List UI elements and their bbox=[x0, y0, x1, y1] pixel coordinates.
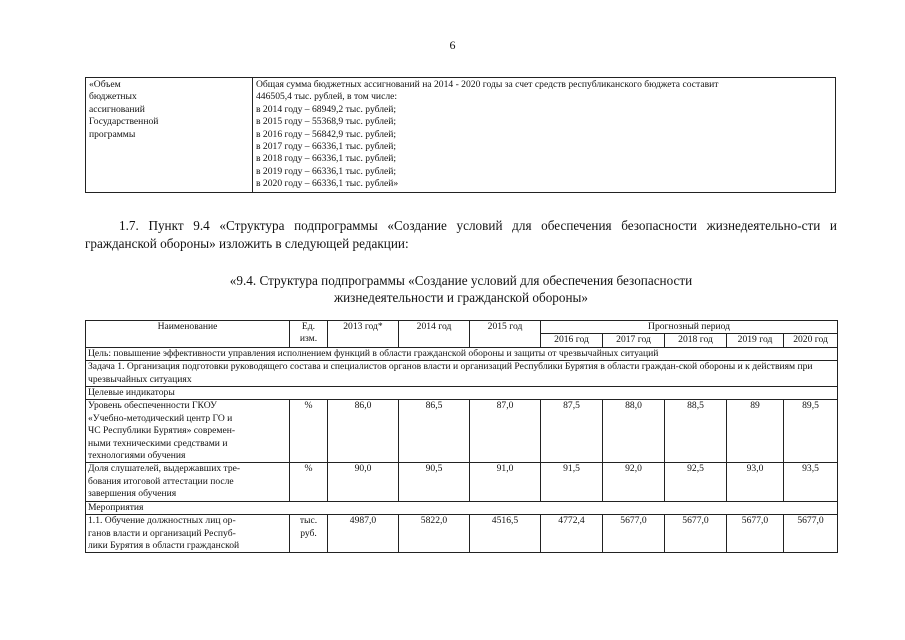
table-row bbox=[86, 515, 838, 553]
section-title-continued: жизнедеятельности и гражданской обороны» bbox=[334, 290, 588, 305]
value-cell: 91,0 bbox=[470, 463, 541, 501]
value-cell: 5677,0 bbox=[727, 515, 784, 553]
activity-name-line: ганов власти и организаций Респуб- bbox=[88, 527, 236, 539]
budget-label-line: ассигнований bbox=[89, 103, 145, 115]
budget-value-line: в 2018 году – 66336,1 тыс. рублей; bbox=[256, 153, 397, 165]
budget-value-line: Общая сумма бюджетных ассигнований на 2014 - 2020 годы за счет средств республиканского бюджета составит bbox=[256, 79, 719, 90]
header-unit bbox=[290, 321, 328, 348]
amendment-paragraph: 1.7. Пункт 9.4 «Структура подпрограммы «Создание условий для обеспечения безопасности жизнедеятельно-сти и гражданской обороны» изложить в следующей редакции: bbox=[85, 218, 837, 251]
budget-value-line: в 2015 году – 55368,9 тыс. рублей; bbox=[256, 116, 397, 128]
header-unit-line: изм. bbox=[299, 333, 318, 345]
budget-value-line: в 2017 году – 66336,1 тыс. рублей; bbox=[256, 141, 397, 153]
table-row bbox=[86, 400, 838, 463]
value-cell: 87,5 bbox=[541, 400, 603, 463]
indicator-unit: % bbox=[290, 400, 328, 463]
budget-label-line: Государственной bbox=[89, 116, 159, 128]
table-row bbox=[86, 501, 838, 514]
indicator-name bbox=[86, 463, 290, 501]
budget-label-line: «Объем bbox=[89, 79, 121, 90]
budget-value-line: в 2014 году – 68949,2 тыс. рублей; bbox=[256, 103, 397, 115]
header-unit-line: Ед. bbox=[301, 321, 316, 332]
value-cell: 89 bbox=[727, 400, 784, 463]
value-cell: 88,0 bbox=[603, 400, 665, 463]
budget-value-line: в 2019 году – 66336,1 тыс. рублей; bbox=[256, 165, 397, 177]
value-cell: 89,5 bbox=[784, 400, 838, 463]
value-cell: 5677,0 bbox=[603, 515, 665, 553]
table-row bbox=[86, 387, 838, 400]
indicator-name-line: Уровень обеспеченности ГКОУ bbox=[88, 400, 217, 412]
value-cell: 91,5 bbox=[541, 463, 603, 501]
value-cell: 92,0 bbox=[603, 463, 665, 501]
budget-value-line: в 2016 году – 56842,9 тыс. рублей; bbox=[256, 128, 397, 140]
header-2018: 2018 год bbox=[665, 334, 727, 347]
indicator-name-line: технологиями обучения bbox=[88, 450, 186, 462]
value-cell: 5677,0 bbox=[784, 515, 838, 553]
activities-label: Мероприятия bbox=[86, 501, 838, 514]
value-cell: 86,0 bbox=[328, 400, 399, 463]
activity-unit-line: тыс. bbox=[299, 515, 318, 527]
value-cell: 4772,4 bbox=[541, 515, 603, 553]
budget-value-cell bbox=[253, 78, 836, 193]
value-cell: 90,5 bbox=[399, 463, 470, 501]
table-row bbox=[86, 463, 838, 501]
indicator-name-line: Доля слушателей, выдержавших тре- bbox=[88, 463, 241, 475]
table-row bbox=[86, 361, 838, 387]
value-cell: 93,0 bbox=[727, 463, 784, 501]
activity-unit bbox=[290, 515, 328, 553]
value-cell: 92,5 bbox=[665, 463, 727, 501]
header-2015: 2015 год bbox=[470, 321, 541, 348]
indicator-name-line: «Учебно-методический центр ГО и bbox=[88, 412, 233, 424]
value-cell: 5822,0 bbox=[399, 515, 470, 553]
header-2014: 2014 год bbox=[399, 321, 470, 348]
indicator-unit: % bbox=[290, 463, 328, 501]
value-cell: 4516,5 bbox=[470, 515, 541, 553]
indicator-name-line: бования итоговой аттестации после bbox=[88, 475, 234, 487]
task-row: Задача 1. Организация подготовки руководящего состава и специалистов органов власти и организаций Республики Бурятия в области граждан-ской обороны и к действиям при чрезвычайных ситуациях bbox=[86, 361, 838, 387]
goal-row: Цель: повышение эффективности управления исполнением функций в области гражданской обороны и защиты от чрезвычайных ситуаций bbox=[86, 347, 838, 360]
indicator-name bbox=[86, 400, 290, 463]
subprogram-structure-table bbox=[85, 320, 838, 553]
header-2020: 2020 год bbox=[784, 334, 838, 347]
table-row bbox=[86, 78, 836, 193]
value-cell: 87,0 bbox=[470, 400, 541, 463]
value-cell: 90,0 bbox=[328, 463, 399, 501]
value-cell: 93,5 bbox=[784, 463, 838, 501]
header-2019: 2019 год bbox=[727, 334, 784, 347]
budget-label-cell bbox=[86, 78, 253, 193]
indicator-name-line: ными техническими средствами и bbox=[88, 437, 228, 449]
indicators-label: Целевые индикаторы bbox=[86, 387, 838, 400]
header-2016: 2016 год bbox=[541, 334, 603, 347]
value-cell: 86,5 bbox=[399, 400, 470, 463]
activity-name-line: лики Бурятия в области гражданской bbox=[88, 539, 240, 551]
value-cell: 88,5 bbox=[665, 400, 727, 463]
activity-name-line: 1.1. Обучение должностных лиц ор- bbox=[88, 515, 236, 527]
header-name: Наименование bbox=[86, 321, 290, 348]
page-number: 6 bbox=[449, 38, 456, 52]
value-cell: 4987,0 bbox=[328, 515, 399, 553]
indicator-name-line: ЧС Республики Бурятия» современ- bbox=[88, 425, 236, 437]
activity-unit-line: руб. bbox=[300, 527, 317, 539]
budget-value-line: 446505,4 тыс. рублей, в том числе: bbox=[256, 91, 398, 103]
header-forecast: Прогнозный период bbox=[541, 321, 838, 334]
activity-name bbox=[86, 515, 290, 553]
section-title: «9.4. Структура подпрограммы «Создание условий для обеспечения безопасности bbox=[229, 273, 693, 288]
indicator-name-line: завершения обучения bbox=[88, 488, 177, 500]
budget-label-line: бюджетных bbox=[89, 91, 137, 103]
value-cell: 5677,0 bbox=[665, 515, 727, 553]
table-row bbox=[86, 347, 838, 360]
header-2017: 2017 год bbox=[603, 334, 665, 347]
budget-label-line: программы bbox=[89, 128, 136, 140]
table-header-row bbox=[86, 321, 838, 334]
budget-table bbox=[85, 77, 836, 193]
header-2013: 2013 год* bbox=[328, 321, 399, 348]
budget-value-line: в 2020 году – 66336,1 тыс. рублей» bbox=[256, 178, 399, 190]
